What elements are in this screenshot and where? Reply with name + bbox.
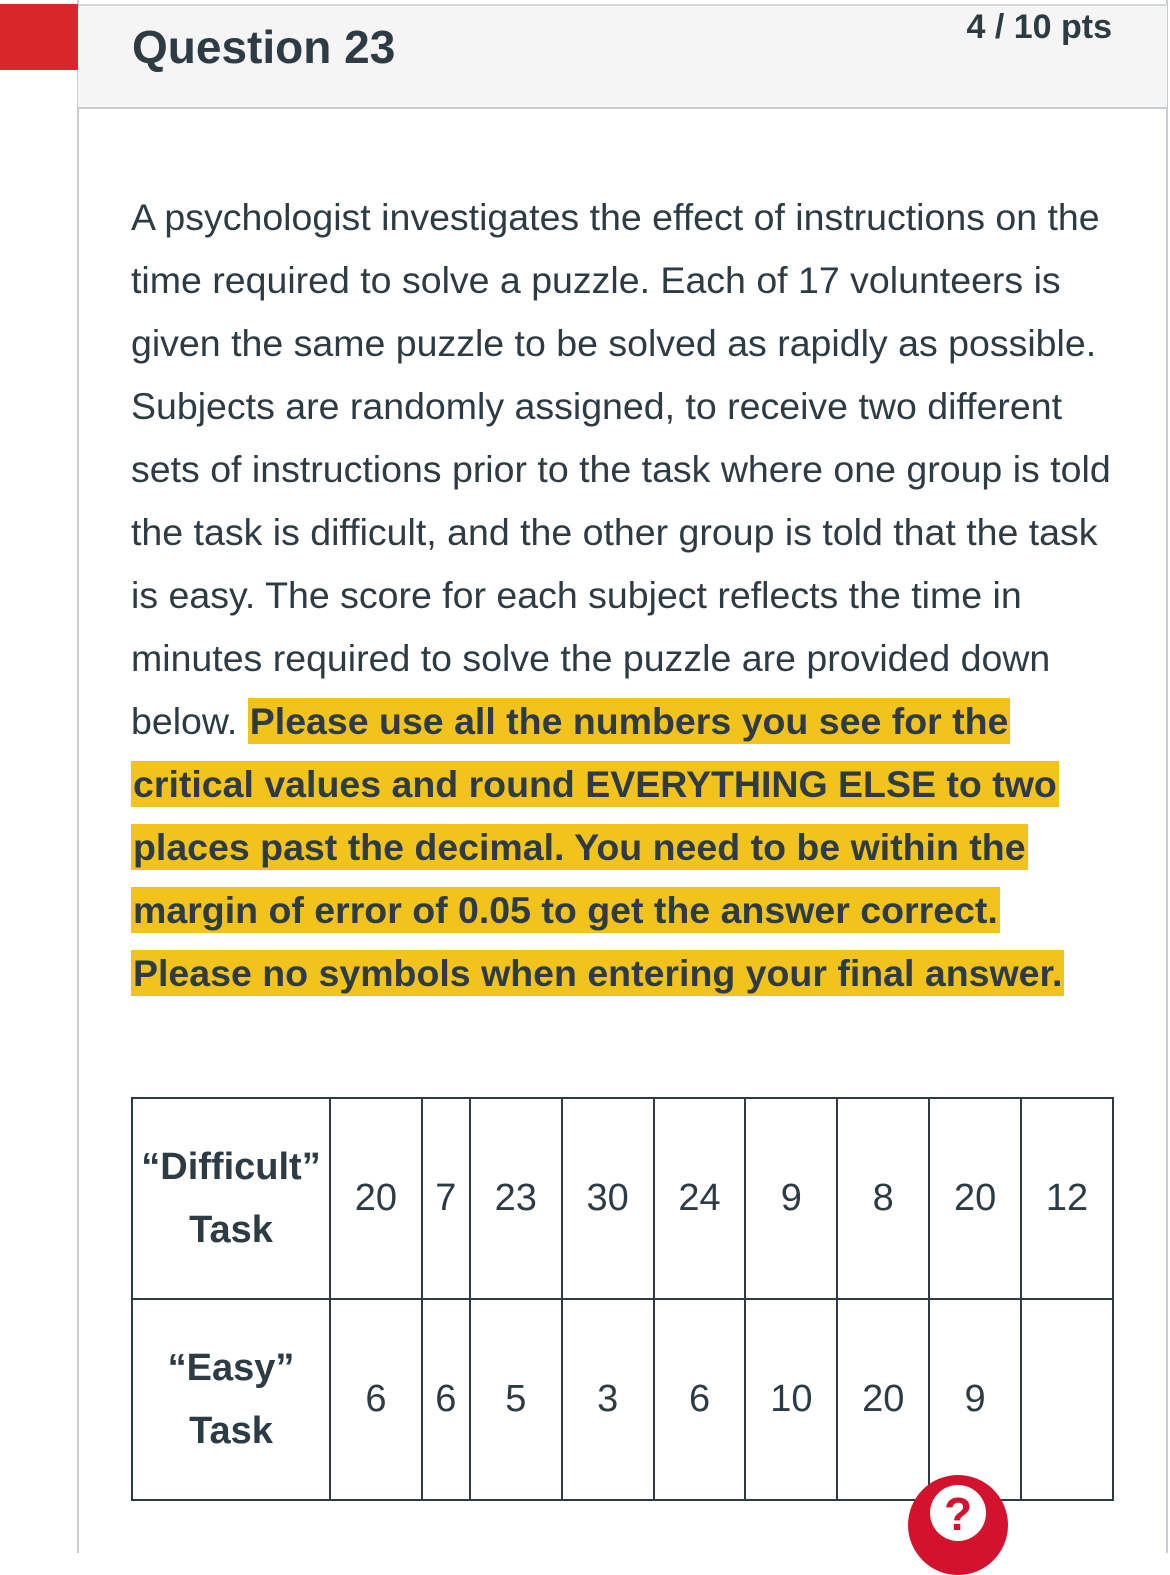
table-cell: 8 (837, 1098, 929, 1299)
table-cell: 23 (470, 1098, 562, 1299)
table-cell: 6 (330, 1299, 422, 1500)
table-cell: 9 (745, 1098, 837, 1299)
table-cell: 3 (562, 1299, 654, 1500)
table-cell: 6 (422, 1299, 470, 1500)
right-border (1166, 0, 1168, 1553)
table-row (132, 1299, 1113, 1500)
table-cell: 6 (654, 1299, 746, 1500)
question-title: Question 23 (132, 21, 396, 73)
table-row (132, 1098, 1113, 1299)
table-cell: 9 (929, 1299, 1021, 1500)
table-cell: 12 (1021, 1098, 1113, 1299)
row-label-line1: “Difficult” (141, 1145, 321, 1188)
table-cell: 30 (562, 1098, 654, 1299)
table-cell: 5 (470, 1299, 562, 1500)
table-cell (1021, 1299, 1113, 1500)
question-points: 4 / 10 pts (966, 8, 1112, 46)
left-border (77, 0, 79, 1553)
table-cell: 20 (837, 1299, 929, 1500)
row-label-line2: Task (189, 1208, 273, 1251)
row-label (132, 1299, 330, 1500)
data-table (131, 1097, 1114, 1501)
question-text: A psychologist investigates the effect of instructions on the time required to solve a puzzle. Each of 17 volunteers is given the same puzzle to be solved as rapidly as possible. Subjects are randomly assigned, to receive two different sets of instructions prior to the task where one group is told the task is difficult, and the other group is told that the task is easy. The score for each subject reflects the time in minutes required to solve the puzzle are provided down below. (131, 196, 1111, 742)
table-cell: 20 (330, 1098, 422, 1299)
table-cell: 20 (929, 1098, 1021, 1299)
row-label-line1: “Easy” (167, 1346, 295, 1389)
highlighted-instructions: Please use all the numbers you see for the critical values and round EVERYTHING ELSE to two places past the decimal. You need to be within the margin of error of 0.05 to get the answer correct. Please no symbols when entering your final answer. (133, 700, 1063, 994)
row-label-line2: Task (189, 1409, 273, 1452)
table-cell: 24 (654, 1098, 746, 1299)
table-cell: 7 (422, 1098, 470, 1299)
question-mark-icon: ? (930, 1485, 986, 1541)
help-button[interactable] (908, 1475, 1008, 1575)
row-label (132, 1098, 330, 1299)
question-body (131, 186, 1121, 1005)
table-cell: 10 (745, 1299, 837, 1500)
